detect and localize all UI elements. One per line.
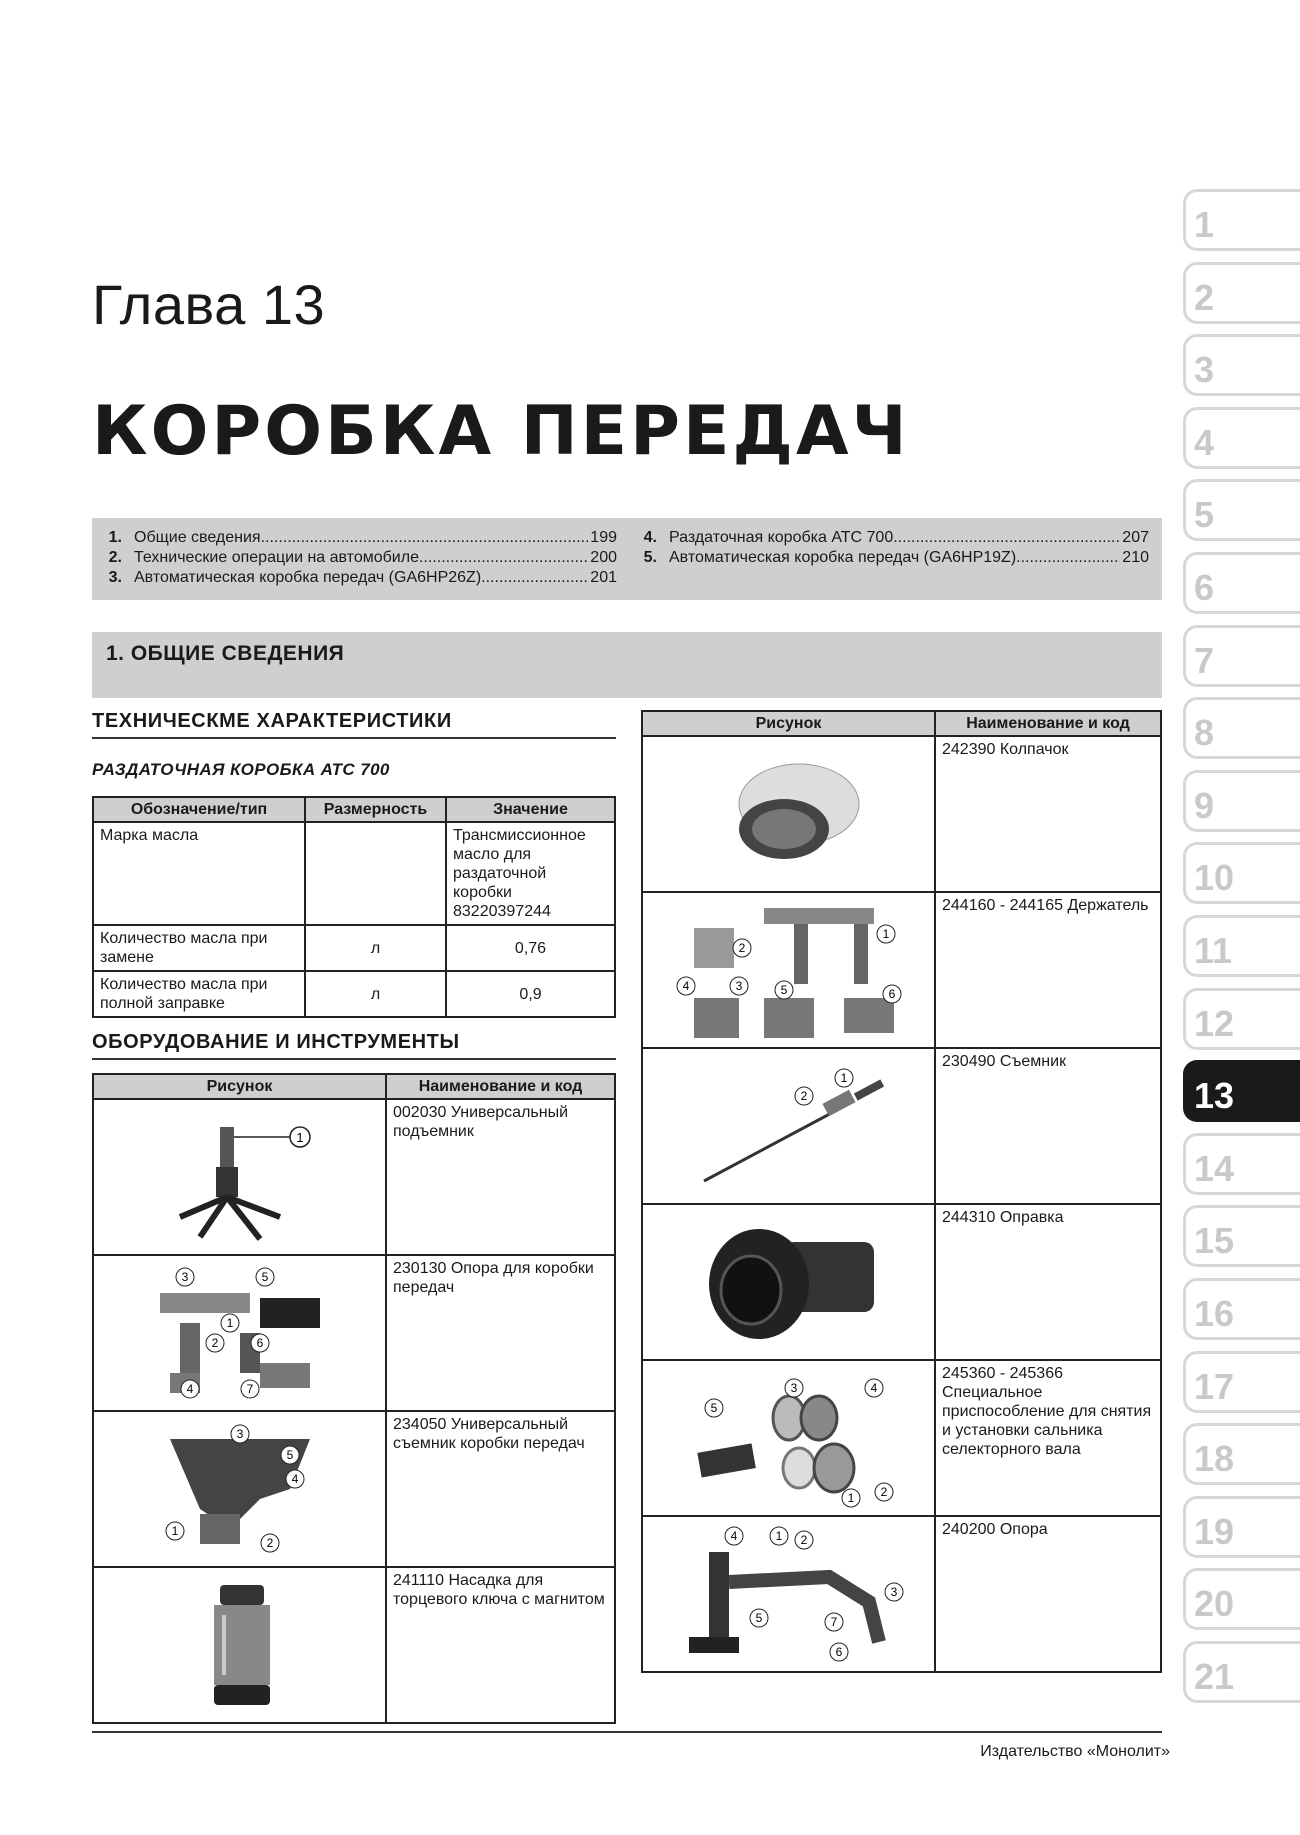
- tab-label: 21: [1194, 1656, 1235, 1697]
- tab-label: 18: [1194, 1438, 1235, 1480]
- extractor-icon: [674, 1056, 904, 1196]
- tool-picture: [642, 1048, 935, 1204]
- tab-chapter-14[interactable]: [1183, 1133, 1300, 1195]
- callout: 1: [171, 1524, 178, 1538]
- tool-name: 230130 Опора для коробки передач: [386, 1255, 615, 1411]
- toc-label: Автоматическая коробка передач (GA6HP26Z): [134, 569, 482, 586]
- callout: 4: [870, 1381, 877, 1395]
- tab-label: 2: [1194, 276, 1215, 318]
- column-header: Значение: [446, 797, 615, 822]
- tool-picture: [93, 1099, 386, 1255]
- tab-chapter-7[interactable]: [1183, 625, 1300, 687]
- tab-label: 19: [1194, 1510, 1235, 1552]
- callout: 2: [880, 1485, 887, 1499]
- callout: 4: [186, 1382, 193, 1396]
- column-header: Наименование и код: [935, 711, 1161, 736]
- puller-icon: [140, 1419, 340, 1559]
- tab-label: 11: [1194, 930, 1233, 971]
- callout: 5: [286, 1448, 293, 1462]
- toc-page: 199: [590, 529, 617, 546]
- callout: 5: [710, 1401, 717, 1415]
- callout: 2: [211, 1336, 218, 1350]
- lift-icon: [140, 1107, 340, 1247]
- toc-page: 210: [1122, 549, 1149, 566]
- table-row: [642, 1516, 1161, 1672]
- tab-label: 14: [1194, 1147, 1235, 1189]
- tab-chapter-16[interactable]: [1183, 1278, 1300, 1340]
- column-header: Наименование и код: [386, 1074, 615, 1099]
- toc-label: Раздаточная коробка АТС 700: [669, 529, 894, 546]
- tab-chapter-6[interactable]: [1183, 552, 1300, 614]
- publisher: Издательство «Монолит»: [980, 1743, 1170, 1760]
- table-row: [93, 925, 615, 971]
- equipment-table-left: [92, 1073, 616, 1724]
- gearbox-support-icon: [140, 1263, 340, 1403]
- tool-name: 234050 Универсальный съемник коробки передач: [386, 1411, 615, 1567]
- callout: 1: [295, 1130, 304, 1145]
- tab-chapter-20[interactable]: [1183, 1568, 1300, 1630]
- callout: 4: [730, 1528, 737, 1543]
- callout: 4: [682, 978, 689, 993]
- toc-num: 3.: [108, 569, 122, 586]
- callout: 3: [181, 1270, 188, 1284]
- callout: 3: [236, 1427, 243, 1441]
- toc-label: Общие сведения: [134, 529, 261, 546]
- callout: 7: [246, 1382, 253, 1396]
- toc-item[interactable]: [92, 528, 617, 548]
- toc-num: 5.: [643, 549, 657, 566]
- table-row: [642, 1360, 1161, 1516]
- cell-unit: л: [305, 925, 446, 971]
- support-icon: [669, 1522, 909, 1667]
- table-row: [93, 1567, 615, 1723]
- cell-unit: л: [305, 971, 446, 1017]
- cell-unit: [305, 822, 446, 925]
- toc-num: 2.: [108, 549, 122, 566]
- tab-chapter-1[interactable]: [1183, 189, 1300, 251]
- socket-icon: [140, 1575, 340, 1715]
- divider: [92, 1058, 616, 1060]
- table-row: [93, 1255, 615, 1411]
- callout: 5: [755, 1610, 762, 1625]
- table-row: [93, 1411, 615, 1567]
- tab-chapter-8[interactable]: [1183, 697, 1300, 759]
- cell-name: Марка масла: [93, 822, 305, 925]
- tab-label: 5: [1194, 494, 1215, 536]
- table-row: [93, 971, 615, 1017]
- tool-picture: [93, 1411, 386, 1567]
- cell-value: 0,76: [446, 925, 615, 971]
- callout: 2: [266, 1536, 273, 1550]
- callout: 4: [291, 1472, 298, 1486]
- callout: 1: [840, 1071, 847, 1085]
- tab-label: 13: [1194, 1075, 1235, 1117]
- column-header: Рисунок: [93, 1074, 386, 1099]
- tab-chapter-3[interactable]: [1183, 334, 1300, 396]
- tab-chapter-5[interactable]: [1183, 479, 1300, 541]
- section-title: 1. ОБЩИЕ СВЕДЕНИЯ: [106, 642, 345, 665]
- tool-picture: [642, 1360, 935, 1516]
- specs-heading: ТЕХНИЧЕСКМЕ ХАРАКТЕРИСТИКИ: [92, 710, 452, 732]
- callout: 6: [835, 1644, 842, 1659]
- column-header: Размерность: [305, 797, 446, 822]
- callout: 5: [261, 1270, 268, 1284]
- mandrel-icon: [689, 1212, 889, 1352]
- tab-label: 9: [1194, 784, 1215, 826]
- toc-label: Автоматическая коробка передач (GA6HP19Z): [669, 549, 1017, 566]
- tab-chapter-15[interactable]: [1183, 1205, 1300, 1267]
- seal-tool-icon: [679, 1368, 899, 1508]
- tab-label: 4: [1194, 421, 1215, 463]
- toc-item[interactable]: [92, 568, 617, 588]
- toc-label: Технические операции на автомобиле: [134, 549, 419, 566]
- tab-label: 16: [1194, 1293, 1235, 1334]
- callout: 1: [775, 1528, 782, 1543]
- toc-page: 207: [1122, 529, 1149, 546]
- tab-chapter-13[interactable]: [1183, 1060, 1300, 1122]
- cap-icon: [689, 744, 889, 884]
- tab-chapter-12[interactable]: [1183, 988, 1300, 1050]
- tab-label: 3: [1194, 349, 1215, 391]
- tab-chapter-10[interactable]: [1183, 842, 1300, 904]
- toc-item[interactable]: [92, 548, 617, 568]
- tool-picture: [93, 1255, 386, 1411]
- callout: 3: [735, 978, 742, 993]
- tool-picture: [642, 1516, 935, 1672]
- toc-num: 4.: [643, 529, 657, 546]
- callout: 2: [800, 1532, 807, 1547]
- tab-label: 17: [1194, 1365, 1235, 1407]
- tab-label: 1: [1194, 204, 1215, 245]
- tool-picture: [93, 1567, 386, 1723]
- tab-chapter-19[interactable]: [1183, 1496, 1300, 1558]
- tool-name: 245360 - 245366 Специальное приспособление для снятия и установки сальника селекторного вала: [935, 1360, 1161, 1516]
- toc-item[interactable]: [627, 528, 1149, 548]
- toc-num: 1.: [108, 529, 122, 546]
- callout: 1: [226, 1316, 233, 1330]
- table-row: [642, 1204, 1161, 1360]
- column-header: Обозначение/тип: [93, 797, 305, 822]
- tool-name: 244310 Оправка: [935, 1204, 1161, 1360]
- table-row: [642, 1048, 1161, 1204]
- toc-page: 200: [590, 549, 617, 566]
- cell-value: 0,9: [446, 971, 615, 1017]
- tool-picture: [642, 892, 935, 1048]
- tab-label: 20: [1194, 1583, 1235, 1625]
- callout: 1: [847, 1491, 854, 1505]
- tool-name: 240200 Опора: [935, 1516, 1161, 1672]
- holder-icon: [674, 898, 904, 1043]
- callout: 3: [790, 1381, 797, 1395]
- tab-chapter-2[interactable]: [1183, 262, 1300, 324]
- callout: 2: [738, 940, 745, 955]
- table-row: [93, 1099, 615, 1255]
- equipment-table-right: [641, 710, 1162, 1673]
- tool-name: 230490 Съемник: [935, 1048, 1161, 1204]
- callout: 6: [256, 1336, 263, 1350]
- table-of-contents: [92, 518, 1162, 600]
- section-header: [92, 632, 1162, 698]
- toc-page: 201: [590, 569, 617, 586]
- tab-chapter-9[interactable]: [1183, 770, 1300, 832]
- callout: 6: [888, 986, 895, 1001]
- column-header: Рисунок: [642, 711, 935, 736]
- tab-label: 10: [1194, 857, 1235, 899]
- tab-chapter-11[interactable]: [1183, 915, 1300, 977]
- tab-label: 15: [1194, 1220, 1235, 1262]
- callout: 3: [890, 1584, 897, 1599]
- cell-name: Количество масла при полной заправке: [93, 971, 305, 1017]
- toc-item[interactable]: [627, 548, 1149, 568]
- tool-picture: [642, 1204, 935, 1360]
- tool-name: 002030 Универсальный подъемник: [386, 1099, 615, 1255]
- chapter-title: КОРОБКА ПЕРЕДАЧ: [92, 392, 910, 471]
- tool-name: 244160 - 244165 Держатель: [935, 892, 1161, 1048]
- tab-chapter-4[interactable]: [1183, 407, 1300, 469]
- tab-label: 6: [1194, 567, 1215, 608]
- divider: [92, 737, 616, 739]
- tab-chapter-18[interactable]: [1183, 1423, 1300, 1485]
- table-row: [642, 892, 1161, 1048]
- tool-name: 241110 Насадка для торцевого ключа с магнитом: [386, 1567, 615, 1723]
- tool-name: 242390 Колпачок: [935, 736, 1161, 892]
- tab-chapter-17[interactable]: [1183, 1351, 1300, 1413]
- tab-chapter-21[interactable]: [1183, 1641, 1300, 1703]
- tool-picture: [642, 736, 935, 892]
- equipment-heading: ОБОРУДОВАНИЕ И ИНСТРУМЕНТЫ: [92, 1031, 460, 1053]
- tab-label: 12: [1194, 1002, 1235, 1044]
- specs-subheading: РАЗДАТОЧНАЯ КОРОБКА АТС 700: [92, 760, 390, 779]
- table-row: [93, 822, 615, 925]
- cell-name: Количество масла при замене: [93, 925, 305, 971]
- divider: [92, 1731, 1162, 1733]
- tab-label: 8: [1194, 712, 1215, 754]
- tab-label: 7: [1194, 639, 1215, 681]
- callout: 2: [800, 1089, 807, 1103]
- callout: 1: [882, 926, 889, 941]
- chapter-label: Глава 13: [92, 273, 326, 336]
- callout: 5: [780, 982, 787, 997]
- toc-left-column: [92, 528, 617, 588]
- callout: 7: [830, 1614, 837, 1629]
- table-row: [642, 736, 1161, 892]
- cell-value: Трансмиссионное масло для раздаточной коробки 83220397244: [446, 822, 615, 925]
- specs-table: [92, 796, 616, 1018]
- toc-right-column: [627, 528, 1149, 568]
